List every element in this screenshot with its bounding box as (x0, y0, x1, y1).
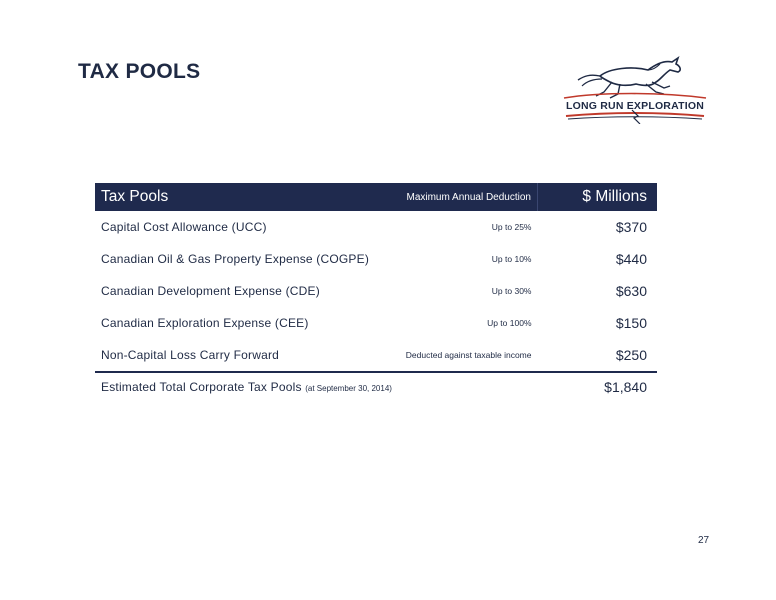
page-number: 27 (698, 535, 710, 546)
row-name: Canadian Exploration Expense (CEE) (101, 316, 309, 330)
row-deduction: Up to 30% (491, 286, 532, 296)
row-name: Capital Cost Allowance (UCC) (101, 220, 267, 234)
row-amount: $440 (615, 251, 647, 267)
row-name: Non-Capital Loss Carry Forward (101, 348, 280, 362)
table-row (95, 211, 657, 243)
total-amount: $1,840 (538, 372, 658, 401)
row-amount: $370 (615, 219, 647, 235)
row-amount: $250 (615, 347, 647, 363)
header-millions: $ Millions (538, 183, 658, 211)
running-horse-icon (560, 52, 710, 124)
table-row (95, 339, 657, 372)
table-row (95, 307, 657, 339)
row-deduction: Up to 25% (491, 222, 532, 232)
row-name: Canadian Development Expense (CDE) (101, 284, 320, 298)
total-name: Estimated Total Corporate Tax Pools (101, 380, 302, 394)
company-logo (560, 52, 710, 124)
table-header-row (95, 183, 657, 211)
row-amount: $630 (615, 283, 647, 299)
row-name: Canadian Oil & Gas Property Expense (COGPE) (101, 252, 370, 266)
row-deduction: Up to 10% (491, 254, 532, 264)
total-date-note: (at September 30, 2014) (305, 384, 392, 393)
header-max-deduction: Maximum Annual Deduction (377, 183, 538, 211)
row-deduction: Deducted against taxable income (405, 350, 532, 360)
page-title: TAX POOLS (78, 60, 201, 83)
tax-pools-table (95, 183, 657, 401)
logo-text: LONG RUN EXPLORATION (566, 100, 704, 112)
row-amount: $150 (615, 315, 647, 331)
table-row (95, 243, 657, 275)
total-label (95, 372, 538, 401)
table-row (95, 275, 657, 307)
row-deduction: Up to 100% (487, 318, 532, 328)
total-row (95, 372, 657, 401)
header-tax-pools: Tax Pools (95, 183, 377, 211)
